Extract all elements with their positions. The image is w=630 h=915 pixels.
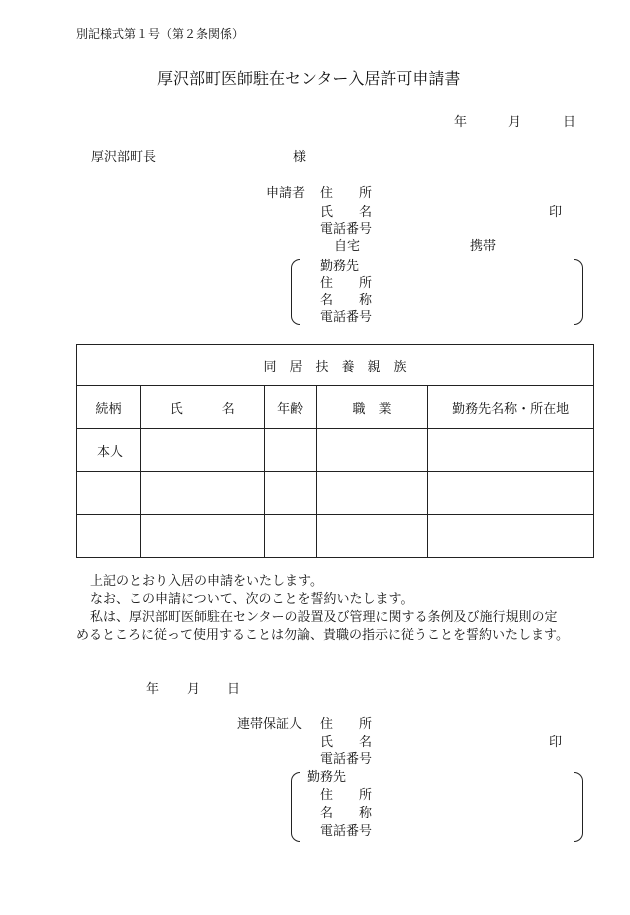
statement-line-4: めるところに従って使用することは勿論、貴職の指示に従うことを誓約いたします。 — [76, 628, 569, 643]
cell-age[interactable] — [264, 515, 316, 558]
bottom-date-month: 月 — [187, 682, 201, 697]
statement-line-1: 上記のとおり入居の申請をいたします。 — [90, 574, 323, 589]
table-row — [77, 472, 594, 515]
header-name: 氏 名 — [140, 386, 264, 429]
cell-relationship[interactable] — [77, 472, 141, 515]
date-day: 日 — [563, 115, 577, 130]
applicant-seal: 印 — [549, 205, 563, 220]
bottom-date-year: 年 — [146, 682, 160, 697]
guarantor-work-phone-label: 電話番号 — [320, 824, 373, 839]
guarantor-workplace-label: 勤務先 — [307, 770, 347, 785]
family-table — [76, 344, 594, 558]
page-title: 厚沢部町医師駐在センター入居許可申請書 — [157, 69, 461, 88]
header-workplace: 勤務先名称・所在地 — [428, 386, 594, 429]
applicant-home-label: 自宅 — [334, 239, 361, 254]
cell-age[interactable] — [264, 472, 316, 515]
applicant-bracket-left — [291, 259, 300, 325]
cell-occupation[interactable] — [316, 429, 428, 472]
cell-name[interactable] — [140, 429, 264, 472]
cell-name[interactable] — [140, 515, 264, 558]
statement-line-3: 私は、厚沢部町医師駐在センターの設置及び管理に関する条例及び施行規則の定 — [90, 610, 558, 625]
cell-occupation[interactable] — [316, 472, 428, 515]
applicant-mobile-label: 携帯 — [470, 239, 497, 254]
guarantor-work-name-label: 名 称 — [320, 806, 373, 821]
applicant-bracket-right — [574, 259, 583, 325]
guarantor-seal: 印 — [549, 735, 563, 750]
header-relationship: 続柄 — [77, 386, 141, 429]
cell-workplace[interactable] — [428, 429, 594, 472]
header-occupation: 職 業 — [316, 386, 428, 429]
guarantor-label: 連帯保証人 — [237, 717, 303, 732]
cell-relationship[interactable] — [77, 515, 141, 558]
applicant-work-name-label: 名 称 — [320, 293, 373, 308]
applicant-work-phone-label: 電話番号 — [320, 310, 373, 325]
statement-line-2: なお、この申請について、次のことを誓約いたします。 — [90, 592, 414, 607]
applicant-phone-label: 電話番号 — [320, 222, 373, 237]
applicant-workplace-label: 勤務先 — [320, 259, 360, 274]
guarantor-bracket-right — [574, 772, 583, 842]
guarantor-name-label: 氏 名 — [320, 735, 373, 750]
addressee-honorific: 様 — [293, 150, 307, 165]
cell-workplace[interactable] — [428, 515, 594, 558]
applicant-name-label: 氏 名 — [320, 205, 373, 220]
applicant-label: 申請者 — [266, 186, 306, 201]
cell-occupation[interactable] — [316, 515, 428, 558]
bottom-date-day: 日 — [227, 682, 241, 697]
addressee-name: 厚沢部町長 — [91, 150, 157, 165]
guarantor-address-label: 住 所 — [320, 717, 373, 732]
cell-workplace[interactable] — [428, 472, 594, 515]
cell-relationship[interactable]: 本人 — [77, 429, 141, 472]
date-month: 月 — [508, 115, 522, 130]
guarantor-work-address-label: 住 所 — [320, 788, 373, 803]
guarantor-phone-label: 電話番号 — [320, 752, 373, 767]
date-year: 年 — [454, 115, 468, 130]
cell-name[interactable] — [140, 472, 264, 515]
guarantor-bracket-left — [291, 772, 300, 842]
table-row — [77, 429, 594, 472]
applicant-address-label: 住 所 — [320, 186, 373, 201]
cell-age[interactable] — [264, 429, 316, 472]
applicant-work-address-label: 住 所 — [320, 276, 373, 291]
table-row — [77, 515, 594, 558]
family-table-title: 同 居 扶 養 親 族 — [77, 345, 594, 386]
form-number: 別記様式第１号（第２条関係） — [76, 27, 245, 41]
header-age: 年齢 — [264, 386, 316, 429]
